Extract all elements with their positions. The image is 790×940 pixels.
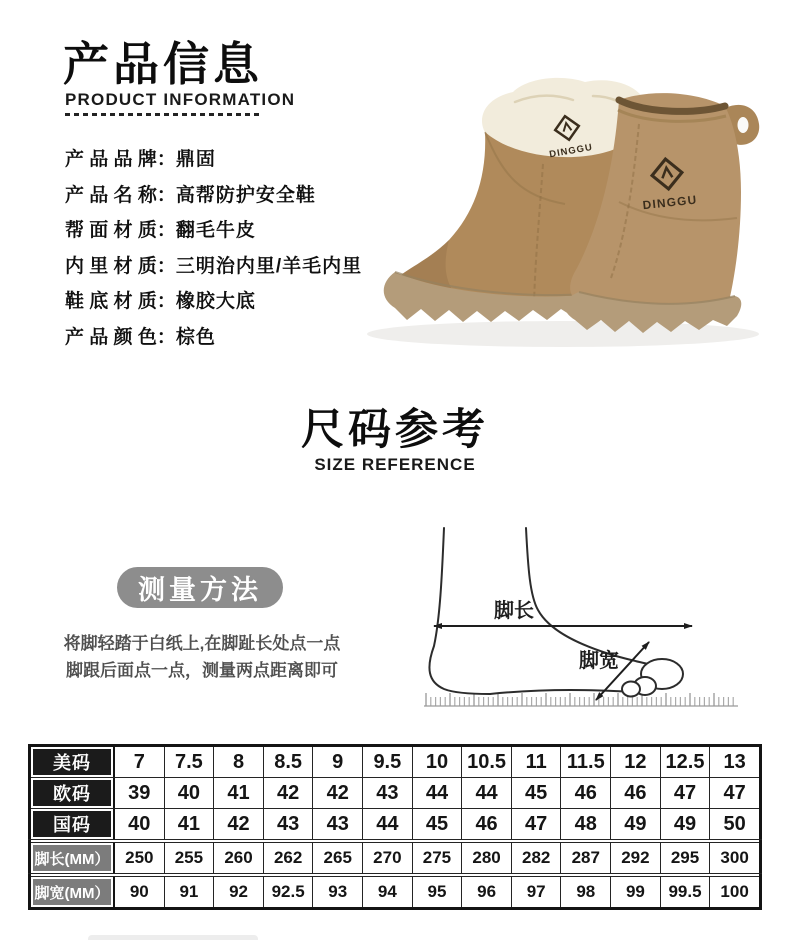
- table-cell: 12: [610, 747, 660, 777]
- table-row-header: 国码: [31, 809, 115, 839]
- table-cell: 7: [133, 750, 145, 773]
- attribute-label: 内 里 材 质：: [65, 255, 176, 277]
- table-cell: 260: [213, 843, 263, 873]
- table-cell: 12.5: [660, 747, 710, 777]
- attribute-value: 翻毛牛皮: [175, 220, 256, 242]
- attribute-value: 橡胶大底: [175, 291, 256, 313]
- attribute-value: 鼎固: [175, 149, 216, 171]
- table-cell: 45: [511, 778, 561, 808]
- table-cell: 47: [660, 778, 710, 808]
- table-cell: 49: [660, 809, 710, 839]
- table-cell: 265: [312, 843, 362, 873]
- table-cell: 9.5: [362, 747, 412, 777]
- table-cell: 46: [560, 778, 610, 808]
- foot-length-label: 脚长: [494, 600, 534, 622]
- table-cell: 10: [412, 747, 462, 777]
- table-cell: 92: [213, 877, 263, 907]
- table-cell: 98: [560, 877, 610, 907]
- table-cell: 46: [461, 809, 511, 839]
- brand-logo-text: DINGGU: [641, 192, 699, 213]
- measure-instruction-line: 将脚轻踏于白纸上,在脚趾长处点一点: [63, 634, 341, 653]
- table-cell: 262: [263, 843, 313, 873]
- table-cell: 300: [709, 843, 759, 873]
- table-cell: 44: [461, 778, 511, 808]
- table-cell: 47: [511, 809, 561, 839]
- table-cell: 44: [362, 809, 412, 839]
- table-cell: 100: [709, 877, 759, 907]
- table-cell: 280: [461, 843, 511, 873]
- table-cell: 99.5: [660, 877, 710, 907]
- table-cell: 250: [125, 848, 154, 867]
- pull-tab-hole: [738, 117, 749, 133]
- table-cell: 11.5: [560, 747, 610, 777]
- dashed-divider: [65, 113, 261, 116]
- table-cell: 292: [610, 843, 660, 873]
- table-cell: 96: [461, 877, 511, 907]
- table-cell: 270: [362, 843, 412, 873]
- toe: [622, 682, 640, 697]
- table-cell: 41: [213, 778, 263, 808]
- table-cell: 45: [412, 809, 462, 839]
- table-cell: 97: [511, 877, 561, 907]
- table-cell: 94: [362, 877, 412, 907]
- table-cell: 40: [128, 812, 151, 835]
- table-cell: 42: [213, 809, 263, 839]
- table-cell: 10.5: [461, 747, 511, 777]
- foot-diagram-svg: [398, 516, 790, 716]
- table-cell: 42: [312, 778, 362, 808]
- table-cell: 13: [709, 747, 759, 777]
- product-photo-boots: [335, 6, 790, 358]
- table-cell: 91: [164, 877, 214, 907]
- ruler: [424, 693, 738, 706]
- brand-logo-text: DINGGU: [548, 141, 594, 161]
- table-cell: 90: [129, 882, 149, 901]
- table-cell: 8: [213, 747, 263, 777]
- table-row-header: 美码: [31, 747, 115, 777]
- size-reference-subtitle: SIZE REFERENCE: [314, 455, 476, 474]
- table-cell: 43: [312, 809, 362, 839]
- table-row: [31, 876, 759, 907]
- table-cell: 9: [312, 747, 362, 777]
- measure-instruction-line: 脚跟后面点一点，测量两点距离即可: [66, 661, 338, 680]
- attribute-value: 高帮防护安全鞋: [175, 184, 316, 206]
- table-cell: 99: [610, 877, 660, 907]
- product-info-subtitle: PRODUCT INFORMATION: [65, 90, 296, 109]
- table-cell: 295: [660, 843, 710, 873]
- table-row: [31, 842, 759, 873]
- table-cell: 48: [560, 809, 610, 839]
- table-row: [31, 777, 759, 808]
- foot-outline-heel: [429, 528, 490, 694]
- table-cell: 287: [560, 843, 610, 873]
- attribute-label: 产 品 颜 色：: [65, 326, 176, 348]
- table-cell: 39: [128, 781, 151, 804]
- table-cell: 93: [312, 877, 362, 907]
- foot-outline-sole: [490, 690, 634, 694]
- table-cell: 43: [263, 809, 313, 839]
- next-section-peek: [88, 935, 258, 940]
- table-cell: 43: [362, 778, 412, 808]
- table-cell: 11: [511, 747, 561, 777]
- attribute-label: 帮 面 材 质：: [65, 220, 176, 242]
- table-cell: 8.5: [263, 747, 313, 777]
- foot-measure-diagram: [398, 516, 790, 716]
- table-cell: 42: [263, 778, 313, 808]
- boots-illustration: [335, 6, 790, 358]
- size-reference-title: 尺码参考: [301, 406, 489, 454]
- table-cell: 50: [709, 809, 759, 839]
- attribute-value: 三明治内里/羊毛内里: [175, 255, 363, 277]
- attribute-value: 棕色: [175, 326, 216, 348]
- measure-method-badge: 测量方法: [117, 567, 283, 608]
- foot-width-label: 脚宽: [579, 650, 619, 672]
- table-cell: 282: [511, 843, 561, 873]
- table-cell: 41: [164, 809, 214, 839]
- table-cell: 46: [610, 778, 660, 808]
- table-row: [31, 808, 759, 839]
- attribute-label: 产 品 品 牌：: [65, 149, 176, 171]
- table-cell: 40: [164, 778, 214, 808]
- attribute-label: 鞋 底 材 质：: [65, 291, 176, 313]
- table-cell: 255: [164, 843, 214, 873]
- table-cell: 92.5: [263, 877, 313, 907]
- table-row-header: 脚长(MM）: [31, 843, 115, 873]
- table-row-header: 欧码: [31, 778, 115, 808]
- table-row-header: 脚宽(MM）: [31, 877, 115, 907]
- size-table: [28, 744, 762, 910]
- measure-instructions: [56, 630, 348, 684]
- table-cell: 44: [412, 778, 462, 808]
- table-cell: 275: [412, 843, 462, 873]
- table-row: [31, 747, 759, 777]
- attribute-label: 产 品 名 称：: [65, 184, 176, 206]
- table-cell: 95: [412, 877, 462, 907]
- table-cell: 47: [709, 778, 759, 808]
- product-info-title: 产品信息: [63, 38, 263, 90]
- foot-outline-instep: [526, 528, 648, 664]
- table-cell: 7.5: [164, 747, 214, 777]
- table-cell: 49: [610, 809, 660, 839]
